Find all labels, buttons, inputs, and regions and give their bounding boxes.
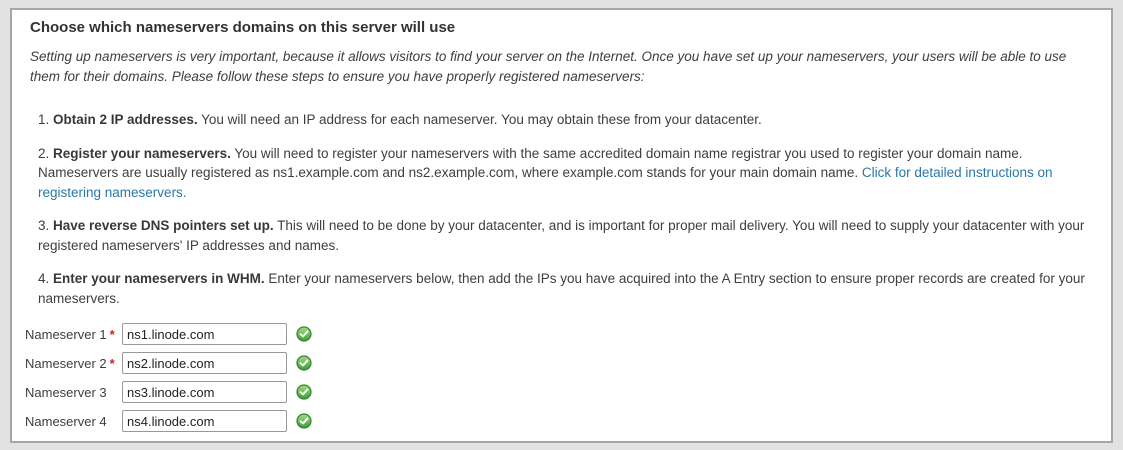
step-1-number: 1. [38, 112, 50, 127]
step-2 [38, 144, 1091, 203]
green-check-icon [296, 355, 312, 371]
nameserver-3-label-wrap [25, 385, 122, 400]
nameserver-setup-panel [10, 8, 1113, 443]
step-3 [38, 216, 1091, 255]
nameserver-2-label-wrap [25, 356, 122, 371]
nameserver-3-row [25, 381, 1111, 403]
nameserver-2-label: Nameserver 2 [25, 355, 107, 371]
step-4-number: 4. [38, 271, 50, 286]
required-asterisk: * [109, 326, 115, 342]
step-4 [38, 269, 1091, 308]
nameserver-4-input[interactable] [122, 410, 287, 432]
nameserver-4-label: Nameserver 4 [25, 413, 107, 429]
nameserver-1-label: Nameserver 1 [25, 326, 107, 342]
nameserver-1-input[interactable] [122, 323, 287, 345]
step-4-text: Enter your nameservers below, then add the IPs you have acquired into the A Entry section to ensure proper records are created for your nameservers. [38, 271, 1085, 306]
nameserver-form [12, 323, 1111, 432]
required-asterisk: * [109, 355, 115, 371]
nameserver-3-input[interactable] [122, 381, 287, 403]
step-1 [38, 110, 1091, 130]
step-2-heading: Register your nameservers. [53, 145, 231, 161]
page-title: Choose which nameservers domains on this server will use [30, 19, 456, 36]
green-check-icon [296, 413, 312, 429]
green-check-icon [296, 384, 312, 400]
nameserver-2-input[interactable] [122, 352, 287, 374]
nameserver-4-label-wrap [25, 414, 122, 429]
step-1-text: You will need an IP address for each nameserver. You may obtain these from your datacenter. [201, 112, 762, 127]
nameserver-1-label-wrap [25, 327, 122, 342]
nameserver-1-row [25, 323, 1111, 345]
step-2-text: You will need to register your nameservers with the same accredited domain name registrar you used to register your domain name. Nameservers are usually registered as ns1.example.com and ns2.example.com, where example.com stands for your main domain name. [38, 145, 1023, 180]
step-3-number: 3. [38, 218, 50, 233]
green-check-icon [296, 326, 312, 342]
intro-text: Setting up nameservers is very important, because it allows visitors to find your server on the Internet. Once you have set up your nameservers, your users will be able to use them for their domains. Please follow these steps to ensure you have properly registered nameservers: [30, 49, 1067, 84]
registering-nameservers-link[interactable]: Click for detailed instructions on registering nameservers. [38, 165, 1053, 200]
step-4-heading: Enter your nameservers in WHM. [53, 271, 265, 286]
nameserver-4-row [25, 410, 1111, 432]
nameserver-3-label: Nameserver 3 [25, 384, 107, 400]
nameserver-2-row [25, 352, 1111, 374]
steps-list [12, 110, 1111, 308]
step-1-heading: Obtain 2 IP addresses. [53, 112, 198, 127]
step-3-heading: Have reverse DNS pointers set up. [53, 218, 274, 233]
step-2-number: 2. [38, 145, 50, 161]
step-3-text: This will need to be done by your datacenter, and is important for proper mail delivery. You will need to supply your datacenter with your registered nameservers' IP addresses and names. [38, 218, 1085, 253]
